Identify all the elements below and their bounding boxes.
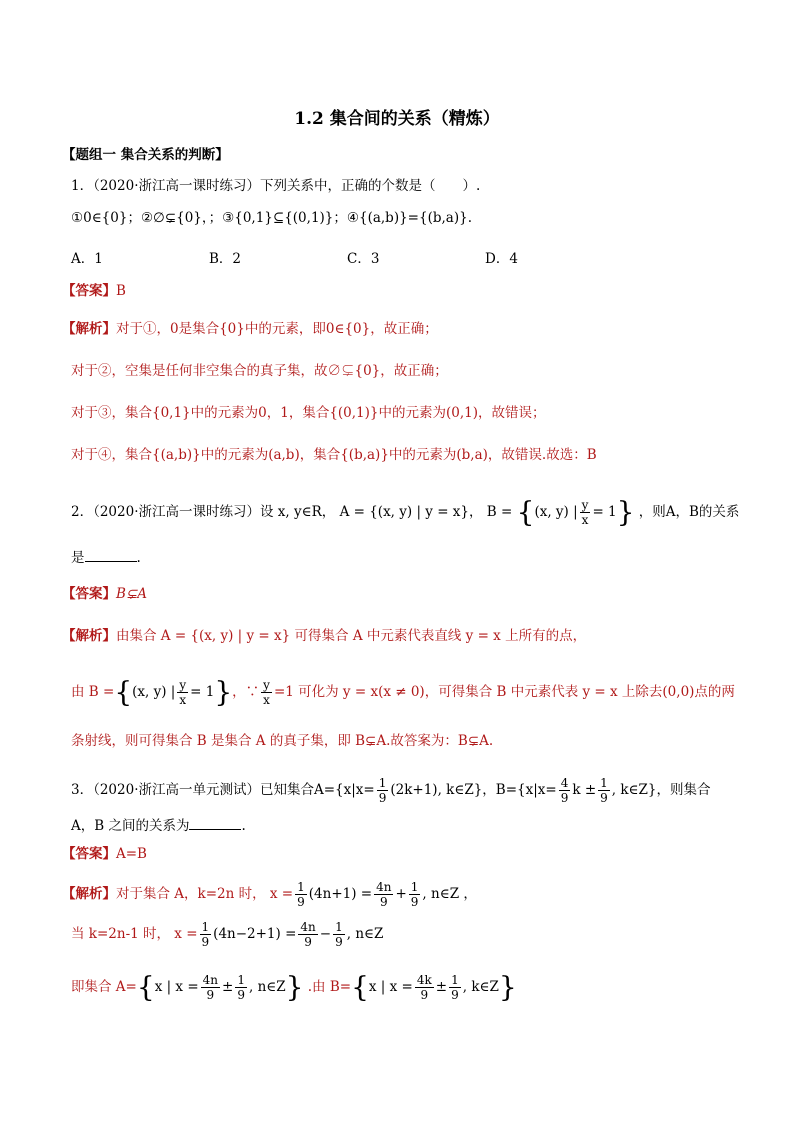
fraction-4-over-9: $\frac{4}{9}$ [560, 776, 569, 805]
q1-option-b: B．2 [209, 251, 242, 267]
answer-value: A=B [116, 846, 147, 862]
q1-answer [62, 281, 126, 301]
q2-analysis-3: 条射线，则可得集合 B 是集合 A 的真子集，即 B⊊A.故答案为：B⊊A. [71, 733, 494, 749]
fraction-1-over-9: $\frac{1}{9}$ [297, 880, 305, 909]
answer-value: B⊊A [116, 586, 147, 602]
analysis-text: 由集合 A = {(x, y) | y = x} 可得集合 A 中元素代表直线 y = x 上所有的点， [116, 628, 587, 644]
analysis-text: 对于①，0是集合{0}中的元素，即0∈{0}，故正确； [116, 321, 438, 337]
brace-open: { [114, 675, 133, 709]
q3-answer [62, 844, 147, 864]
fraction-1-over-9: $\frac{1}{9}$ [451, 973, 459, 1002]
page-title: 1.2 集合间的关系（精炼） [294, 109, 500, 129]
brace-close: } [498, 970, 517, 1004]
analysis-tag: 【解析】 [62, 321, 116, 337]
q1-options [71, 249, 623, 269]
q3-analysis-1: 【解析】对于集合 A，k=2n 时， x = $\frac{1}{9}$ (4n+1) = $\frac{4n}{9}$ + $\frac{1}{9}$ , n∈Z ， [62, 880, 477, 909]
q3-stem-line2: A，B 之间的关系为 . [71, 815, 246, 836]
answer-value: B [116, 283, 126, 299]
q1-statements: ①0∈{0}；②∅⊊{0}，；③{0,1}⊆{(0,1)}；④{(a,b)}={(b,a)}. [71, 210, 472, 226]
fraction-4n-over-9: $\frac{4n}{9}$ [202, 973, 219, 1002]
q2-stem: 2．（2020·浙江高一课时练习）设 x, y∈R， A = {(x, y) | y = x}， B = {(x, y) | $\frac{y}{x}$ = 1} ，则A，B的关系 [71, 495, 740, 529]
answer-tag: 【答案】 [62, 846, 116, 862]
fraction-1-over-9: $\frac{1}{9}$ [237, 973, 245, 1002]
q3-analysis-3: 即集合 A={x | x = $\frac{4n}{9}$ ± $\frac{1}{9}$ , n∈Z} .由 B={x | x = $\frac{4k}{9}$ ± $\frac{1}{9}$ , k∈Z} [71, 970, 517, 1004]
fraction-4n-over-9: $\frac{4n}{9}$ [376, 880, 392, 909]
fraction-1-over-9: $\frac{1}{9}$ [600, 776, 608, 805]
q2-analysis-2: 由 B ={(x, y) | $\frac{y}{x}$ = 1}，∵ $\frac{y}{x}$ =1 可化为 y = x(x ≠ 0)，可得集合 B 中元素代表 y = x 上除去(0,0)点的两 [71, 675, 735, 709]
q1-analysis-1 [62, 319, 438, 339]
q1-analysis-3: 对于③，集合{0,1}中的元素为0，1，集合{(0,1)}中的元素为(0,1)，故错误； [71, 405, 546, 421]
brace-open: { [351, 970, 369, 1004]
q2-stem-suffix: ，则A，B的关系 [638, 504, 740, 520]
q1-analysis-2: 对于②，空集是任何非空集合的真子集，故∅⊊{0}，故正确； [71, 363, 448, 379]
answer-blank [85, 547, 137, 562]
q1-stem: 1．（2020·浙江高一课时练习）下列关系中，正确的个数是（ ）. [71, 178, 481, 194]
answer-tag: 【答案】 [62, 283, 116, 299]
answer-tag: 【答案】 [62, 586, 116, 602]
q2-stem-prefix: 2．（2020·浙江高一课时练习）设 [71, 504, 274, 520]
fraction-1-over-9: $\frac{1}{9}$ [378, 776, 387, 805]
fraction-1-over-9: $\frac{1}{9}$ [335, 920, 343, 949]
fraction-y-over-x: $\frac{y}{x}$ [263, 678, 270, 707]
analysis-tag: 【解析】 [62, 886, 116, 902]
fraction-y-over-x: $\frac{y}{x}$ [179, 678, 187, 707]
analysis-tag: 【解析】 [62, 628, 116, 644]
q2-set-a: x, y∈R， A = {(x, y) | y = x}， B = [277, 504, 513, 520]
fraction-1-over-9: $\frac{1}{9}$ [201, 920, 210, 949]
q1-option-a: A．1 [71, 251, 103, 267]
q2-analysis-1 [62, 626, 586, 646]
q2-answer [62, 584, 147, 604]
answer-blank [189, 815, 241, 830]
fraction-y-over-x: $\frac{y}{x}$ [581, 498, 589, 527]
q1-analysis-4: 对于④，集合{(a,b)}中的元素为(a,b)，集合{(b,a)}中的元素为(b,a)，故错误.故选：B [71, 447, 597, 463]
brace-close: } [214, 675, 233, 709]
brace-open: { [516, 495, 535, 529]
q3-analysis-2: 当 k=2n-1 时， x = $\frac{1}{9}$ (4n−2+1) = $\frac{4n}{9}$ − $\frac{1}{9}$ , n∈Z [71, 920, 384, 949]
fraction-4n-over-9: $\frac{4n}{9}$ [300, 920, 316, 949]
fraction-1-over-9: $\frac{1}{9}$ [410, 880, 419, 909]
q1-option-c: C．3 [347, 251, 380, 267]
q3-stem: 3．（2020·浙江高一单元测试）已知集合A={x|x= $\frac{1}{9}$ (2k+1), k∈Z}，B={x|x= $\frac{4}{9}$ k ± $\frac{1}{9}$ , k∈Z}，则集合 [71, 776, 711, 805]
q1-option-d: D．4 [485, 251, 518, 267]
brace-open: { [136, 970, 155, 1004]
brace-close: } [616, 495, 635, 529]
q2-stem-line2: 是 . [71, 547, 141, 568]
q2-set-b-head: (x, y) | [534, 504, 578, 520]
fraction-4k-over-9: $\frac{4k}{9}$ [416, 973, 432, 1002]
brace-close: } [285, 970, 304, 1004]
group-header: 【题组一 集合关系的判断】 [62, 147, 229, 163]
